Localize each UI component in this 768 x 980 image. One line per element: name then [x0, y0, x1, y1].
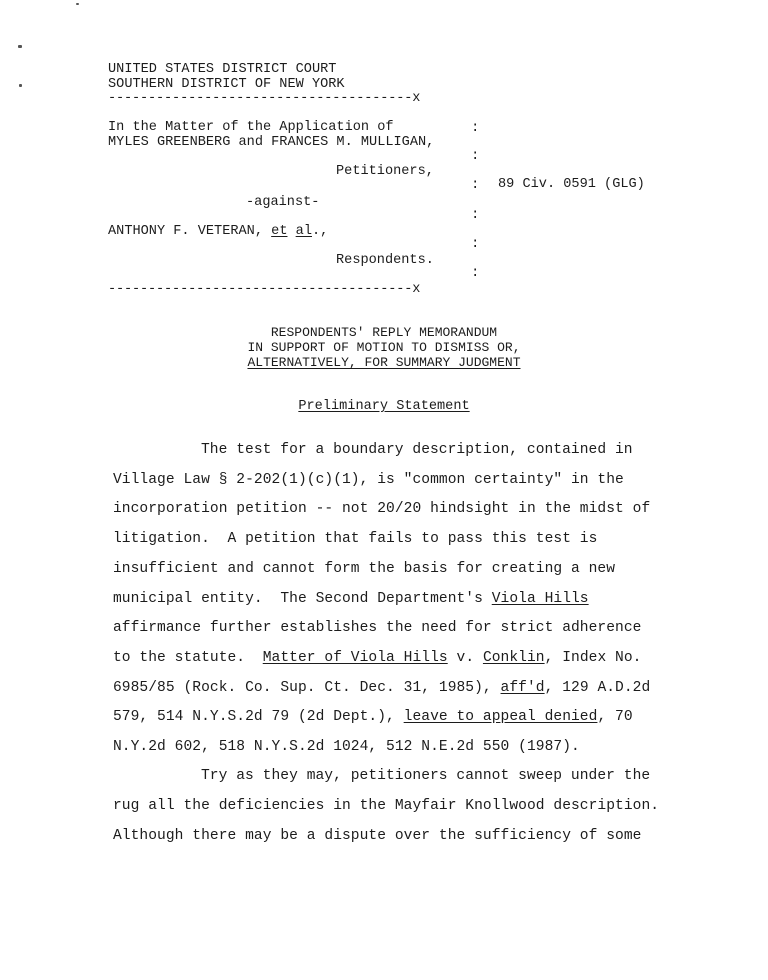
body-line: litigation. A petition that fails to pass this test is — [113, 531, 598, 547]
scan-speck — [76, 3, 79, 5]
scan-speck — [18, 45, 22, 48]
caption-colon: : — [471, 177, 480, 193]
body-line: insufficient and cannot form the basis for creating a new — [113, 561, 616, 577]
body-line: Although there may be a dispute over the sufficiency of some — [113, 828, 642, 844]
case-number: 89 Civ. 0591 (GLG) — [498, 177, 645, 192]
body-line: municipal entity. The Second Department's Viola Hills — [113, 591, 589, 607]
caption-colon: : — [471, 236, 480, 252]
against-label: -against- — [246, 195, 320, 210]
memo-title-line-1: RESPONDENTS' REPLY MEMORANDUM — [270, 325, 498, 340]
caption-colon: : — [471, 120, 480, 136]
body-line: 6985/85 (Rock. Co. Sup. Ct. Dec. 31, 1985), aff'd, 129 A.D.2d — [113, 680, 651, 696]
section-heading: Preliminary Statement — [298, 399, 470, 414]
caption-rule-bottom: --------------------------------------x — [108, 282, 421, 297]
caption-colon: : — [471, 148, 480, 164]
petitioner-names: MYLES GREENBERG and FRANCES M. MULLIGAN, — [108, 135, 435, 150]
body-line: rug all the deficiencies in the Mayfair Knollwood description. — [113, 798, 660, 814]
respondents-label: Respondents. — [336, 253, 434, 268]
caption-colon: : — [471, 265, 480, 281]
body-line: incorporation petition -- not 20/20 hindsight in the midst of — [113, 501, 651, 517]
body-line: Try as they may, petitioners cannot sweep under the — [201, 768, 651, 784]
court-name: UNITED STATES DISTRICT COURT — [108, 62, 337, 77]
memo-title-line-2: IN SUPPORT OF MOTION TO DISMISS OR, — [247, 340, 521, 355]
body-line: to the statute. Matter of Viola Hills v. Conklin, Index No. — [113, 650, 642, 666]
body-line: N.Y.2d 602, 518 N.Y.S.2d 1024, 512 N.E.2d 550 (1987). — [113, 739, 580, 755]
caption-rule-top: --------------------------------------x — [108, 91, 421, 106]
court-district: SOUTHERN DISTRICT OF NEW YORK — [108, 77, 345, 92]
body-line: The test for a boundary description, contained in — [201, 442, 633, 458]
petitioners-label: Petitioners, — [336, 164, 434, 179]
scan-speck — [19, 84, 22, 87]
matter-line-1: In the Matter of the Application of — [108, 120, 394, 135]
body-line: 579, 514 N.Y.S.2d 79 (2d Dept.), leave to appeal denied, 70 — [113, 709, 633, 725]
caption-colon: : — [471, 207, 480, 223]
respondent-name: ANTHONY F. VETERAN, et al., — [108, 224, 329, 239]
body-line: affirmance further establishes the need for strict adherence — [113, 620, 642, 636]
memo-title-line-3: ALTERNATIVELY, FOR SUMMARY JUDGMENT — [247, 355, 521, 370]
body-line: Village Law § 2-202(1)(c)(1), is "common certainty" in the — [113, 472, 624, 488]
